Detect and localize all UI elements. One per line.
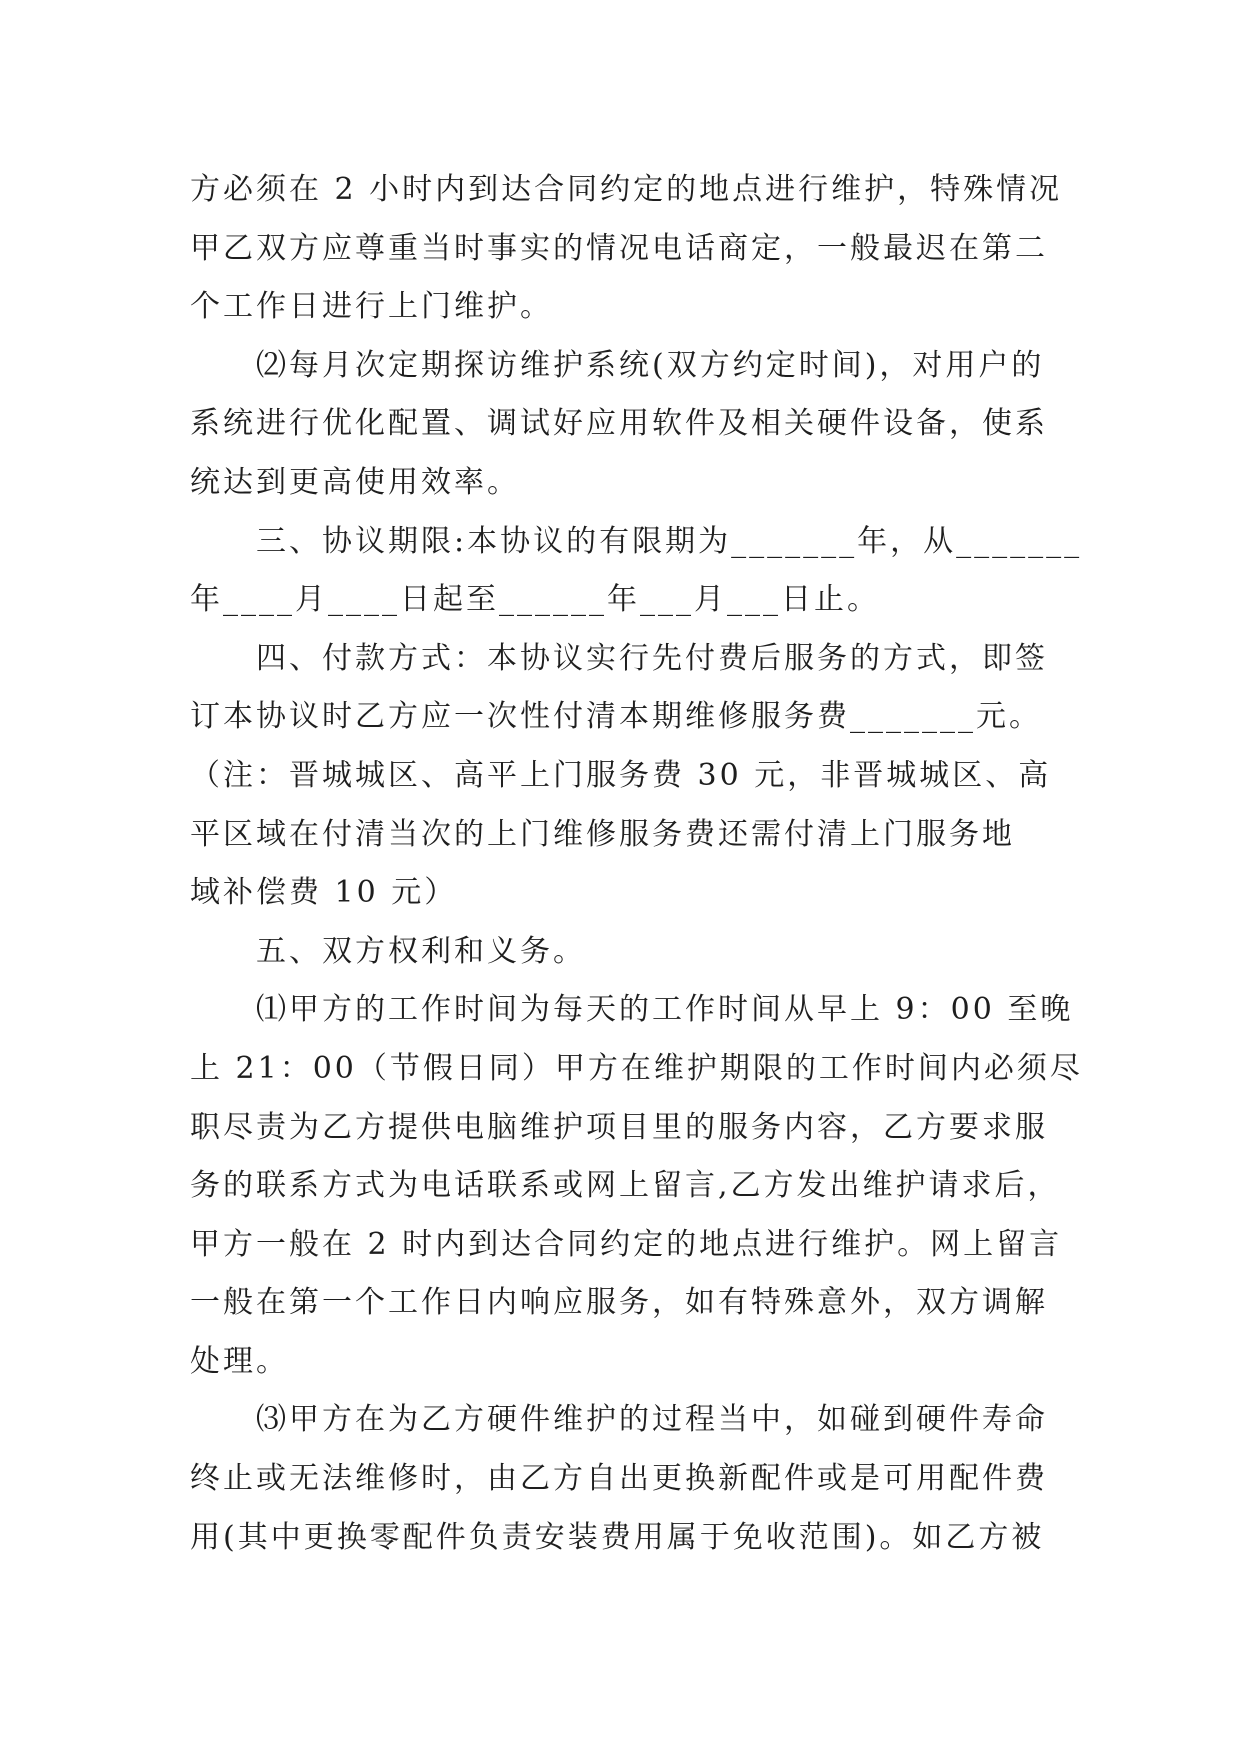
document-body — [190, 161, 1083, 1567]
text-line: ⑶甲方在为乙方硬件维护的过程当中，如碰到硬件寿命 — [256, 1402, 1048, 1438]
text-line: 终止或无法维修时，由乙方自出更换新配件或是可用配件费 — [190, 1461, 1048, 1497]
text-line: 四、付款方式：本协议实行先付费后服务的方式，即签 — [256, 640, 1048, 676]
paragraph-periodic-visit — [190, 337, 1052, 513]
text-line: 系统进行优化配置、调试好应用软件及相关硬件设备，使系 — [190, 406, 1048, 442]
paragraph-continued-maintenance — [190, 161, 1063, 337]
text-line: 五、双方权利和义务。 — [256, 933, 586, 969]
text-line: 平区域在付清当次的上门维修服务费还需付清上门服务地 — [190, 816, 1015, 852]
text-line: 职尽责为乙方提供电脑维护项目里的服务内容，乙方要求服 — [190, 1109, 1048, 1145]
paragraph-working-hours — [190, 981, 1083, 1391]
paragraph-hardware-maintenance — [190, 1391, 1052, 1567]
text-line: 上 21：00（节假日同）甲方在维护期限的工作时间内必须尽 — [190, 1050, 1083, 1086]
text-line: 处理。 — [190, 1343, 289, 1379]
text-line: ⑵每月次定期探访维护系统(双方约定时间)，对用户的 — [256, 347, 1045, 383]
text-line: ⑴甲方的工作时间为每天的工作时间从早上 9：00 至晚 — [256, 992, 1074, 1028]
text-line: 域补偿费 10 元） — [190, 875, 458, 911]
text-line: 一般在第一个工作日内响应服务，如有特殊意外，双方调解 — [190, 1285, 1048, 1321]
text-line: （注：晋城城区、高平上门服务费 30 元，非晋城城区、高 — [190, 757, 1052, 793]
text-line: 甲方一般在 2 时内到达合同约定的地点进行维护。网上留言 — [190, 1226, 1063, 1262]
text-line: 个工作日进行上门维护。 — [190, 289, 553, 325]
text-line: 三、协议期限:本协议的有限期为_______年，从_______ — [256, 523, 1083, 559]
text-line: 用(其中更换零配件负责安装费用属于免收范围)。如乙方被 — [190, 1519, 1045, 1555]
text-line: 年____月____日起至______年___月___日止。 — [190, 582, 880, 618]
text-line: 统达到更高使用效率。 — [190, 464, 520, 500]
text-line: 务的联系方式为电话联系或网上留言,乙方发出维护请求后， — [190, 1168, 1061, 1204]
text-line: 订本协议时乙方应一次性付清本期维修服务费_______元。 — [190, 699, 1042, 735]
text-line: 甲乙双方应尊重当时事实的情况电话商定，一般最迟在第二 — [190, 230, 1048, 266]
paragraph-agreement-term — [190, 513, 1083, 630]
paragraph-rights-obligations-heading — [190, 923, 1052, 982]
text-line: 方必须在 2 小时内到达合同约定的地点进行维护，特殊情况 — [190, 172, 1063, 207]
paragraph-payment-method — [190, 630, 1052, 923]
